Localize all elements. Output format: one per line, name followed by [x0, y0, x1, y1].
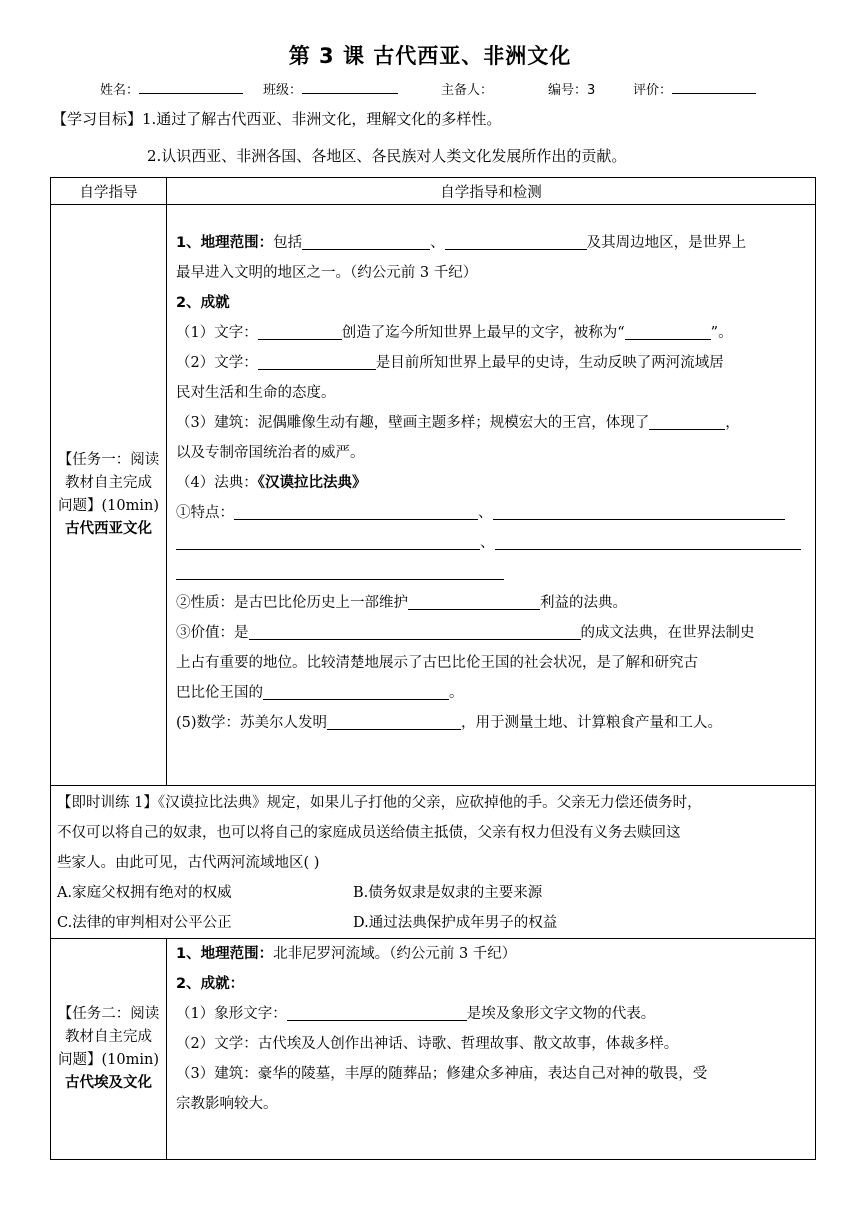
task2-label-cell	[51, 939, 167, 1160]
evaluation-blank[interactable]	[672, 79, 756, 94]
task1-geo-line: 1、地理范围：包括 、 及其周边地区，是世界上	[176, 228, 807, 258]
option-a[interactable]: A.家庭父权拥有绝对的权威	[57, 885, 232, 901]
task2-label-b: 教材自主完成	[65, 1029, 152, 1045]
class-label: 班级：	[263, 83, 303, 98]
math-blank[interactable]	[327, 711, 461, 730]
task1-content	[167, 205, 816, 786]
class-blank[interactable]	[302, 79, 398, 94]
drill-cell	[51, 786, 816, 939]
student-info-row	[0, 79, 860, 97]
task2-achievements-title: 2、成就：	[176, 976, 245, 992]
drill-text-2: 不仅可以将自己的奴隶，也可以将自己的家庭成员送给债主抵债，父亲有权力但没有义务去赎回这	[57, 825, 681, 841]
task2-row	[51, 939, 816, 1160]
learning-goal-2: 2.认识西亚、非洲各国、各地区、各民族对人类文化发展所作出的贡献。	[147, 147, 627, 165]
task1-topic: 古代西亚文化	[65, 521, 152, 537]
page-title: 第 3 课 古代西亚、非洲文化	[288, 44, 572, 68]
task1-value-line-2: 上占有重要的地位。比较清楚地展示了古巴比伦王国的社会状况，是了解和研究古	[176, 655, 698, 671]
task2-label-a: 【任务二：阅读	[57, 1006, 160, 1022]
study-table	[50, 177, 816, 1160]
task1-literature-line-2: 民对生活和生命的态度。	[176, 385, 336, 401]
option-b[interactable]: B.债务奴隶是奴隶的主要来源	[353, 885, 543, 901]
learning-goal-1: 【学习目标】1.通过了解古代西亚、非洲文化，理解文化的多样性。	[52, 110, 502, 128]
task1-achievements-title: 2、成就	[176, 295, 230, 311]
task1-features-line-2: 、	[176, 528, 807, 558]
geo-blank-2[interactable]	[445, 231, 587, 250]
drill-text-3: 些家人。由此可见，古代两河流域地区( )	[57, 855, 320, 871]
features-blank-4[interactable]	[495, 531, 801, 550]
evaluation-field[interactable]	[633, 79, 672, 98]
task1-math-line: (5)数学：苏美尔人发明 ，用于测量土地、计算粮食产量和工人。	[176, 708, 807, 738]
column-header-guide-test: 自学指导和检测	[167, 178, 816, 205]
evaluation-label: 评价：	[633, 83, 673, 98]
option-d[interactable]: D.通过法典保护成年男子的权益	[353, 915, 558, 931]
nature-blank[interactable]	[408, 591, 540, 610]
literature-blank[interactable]	[258, 351, 376, 370]
task1-architecture-line-2: 以及专制帝国统治者的威严。	[176, 445, 365, 461]
drill-options-row-1	[57, 878, 809, 908]
task2-literature-line: （2）文学：古代埃及人创作出神话、诗歌、哲理故事、散文故事，体裁多样。	[176, 1036, 679, 1052]
value-blank-1[interactable]	[249, 621, 581, 640]
task2-hieroglyph-line: （1）象形文字： 是埃及象形文字文物的代表。	[176, 999, 807, 1029]
writing-blank-1[interactable]	[258, 321, 342, 340]
drill-options-row-2	[57, 908, 809, 938]
geo-blank-1[interactable]	[302, 231, 430, 250]
drill-row	[51, 786, 816, 939]
features-blank-3[interactable]	[176, 531, 480, 550]
task2-label-c: 问题】(10min)	[58, 1052, 159, 1068]
preparer-label: 主备人：	[441, 83, 494, 98]
task1-nature-line: ②性质：是古巴比伦历史上一部维护 利益的法典。	[176, 588, 807, 618]
task1-label-cell	[51, 205, 167, 786]
task1-label-c: 问题】(10min)	[58, 498, 159, 514]
task1-geo-line-2: 最早进入文明的地区之一。（约公元前 3 千纪）	[176, 265, 478, 281]
task2-topic: 古代埃及文化	[65, 1075, 152, 1091]
task1-label-b: 教材自主完成	[65, 475, 152, 491]
task2-content	[167, 939, 816, 1160]
task1-geo-title: 1、地理范围：	[176, 235, 274, 251]
task1-row	[51, 205, 816, 786]
task2-architecture-line-2: 宗教影响较大。	[176, 1096, 278, 1112]
features-blank-1[interactable]	[234, 501, 478, 520]
value-blank-2[interactable]	[263, 681, 449, 700]
features-blank-2[interactable]	[493, 501, 785, 520]
task1-value-line: ③价值：是 的成文法典，在世界法制史	[176, 618, 807, 648]
task1-features-line: ①特点： 、	[176, 498, 807, 528]
option-c[interactable]: C.法律的审判相对公平公正	[57, 915, 232, 931]
task1-literature-line: （2）文学： 是目前所知世界上最早的史诗，生动反映了两河流域居	[176, 348, 807, 378]
number-label: 编号：3	[548, 83, 596, 98]
name-label: 姓名：	[100, 83, 140, 98]
hieroglyph-blank[interactable]	[287, 1002, 467, 1021]
writing-blank-2[interactable]	[625, 321, 711, 340]
task1-architecture-line: （3）建筑：泥偶雕像生动有趣，壁画主题多样；规模宏大的王宫，体现了 ，	[176, 408, 807, 438]
class-field[interactable]	[263, 79, 302, 98]
name-field[interactable]	[100, 79, 139, 98]
column-header-guide: 自学指导	[51, 178, 167, 205]
task1-label-a: 【任务一：阅读	[57, 452, 160, 468]
features-blank-5[interactable]	[176, 561, 504, 580]
task1-value-line-3: 巴比伦王国的 。	[176, 678, 807, 708]
task1-law-line: （4）法典：《汉谟拉比法典》	[176, 475, 367, 491]
task2-geo-line: 1、地理范围：北非尼罗河流域。（约公元前 3 千纪）	[176, 946, 517, 962]
architecture-blank[interactable]	[649, 411, 725, 430]
drill-text-1: 【即时训练 1】《汉谟拉比法典》规定，如果儿子打他的父亲，应砍掉他的手。父亲无力偿还债务时，	[57, 795, 702, 811]
task2-architecture-line: （3）建筑：豪华的陵墓，丰厚的随葬品；修建众多神庙，表达自己对神的敬畏，受	[176, 1066, 708, 1082]
name-blank[interactable]	[139, 79, 243, 94]
task1-writing-line: （1）文字： 创造了迄今所知世界上最早的文字，被称为“ ”。	[176, 318, 807, 348]
task1-features-line-3	[176, 558, 807, 588]
